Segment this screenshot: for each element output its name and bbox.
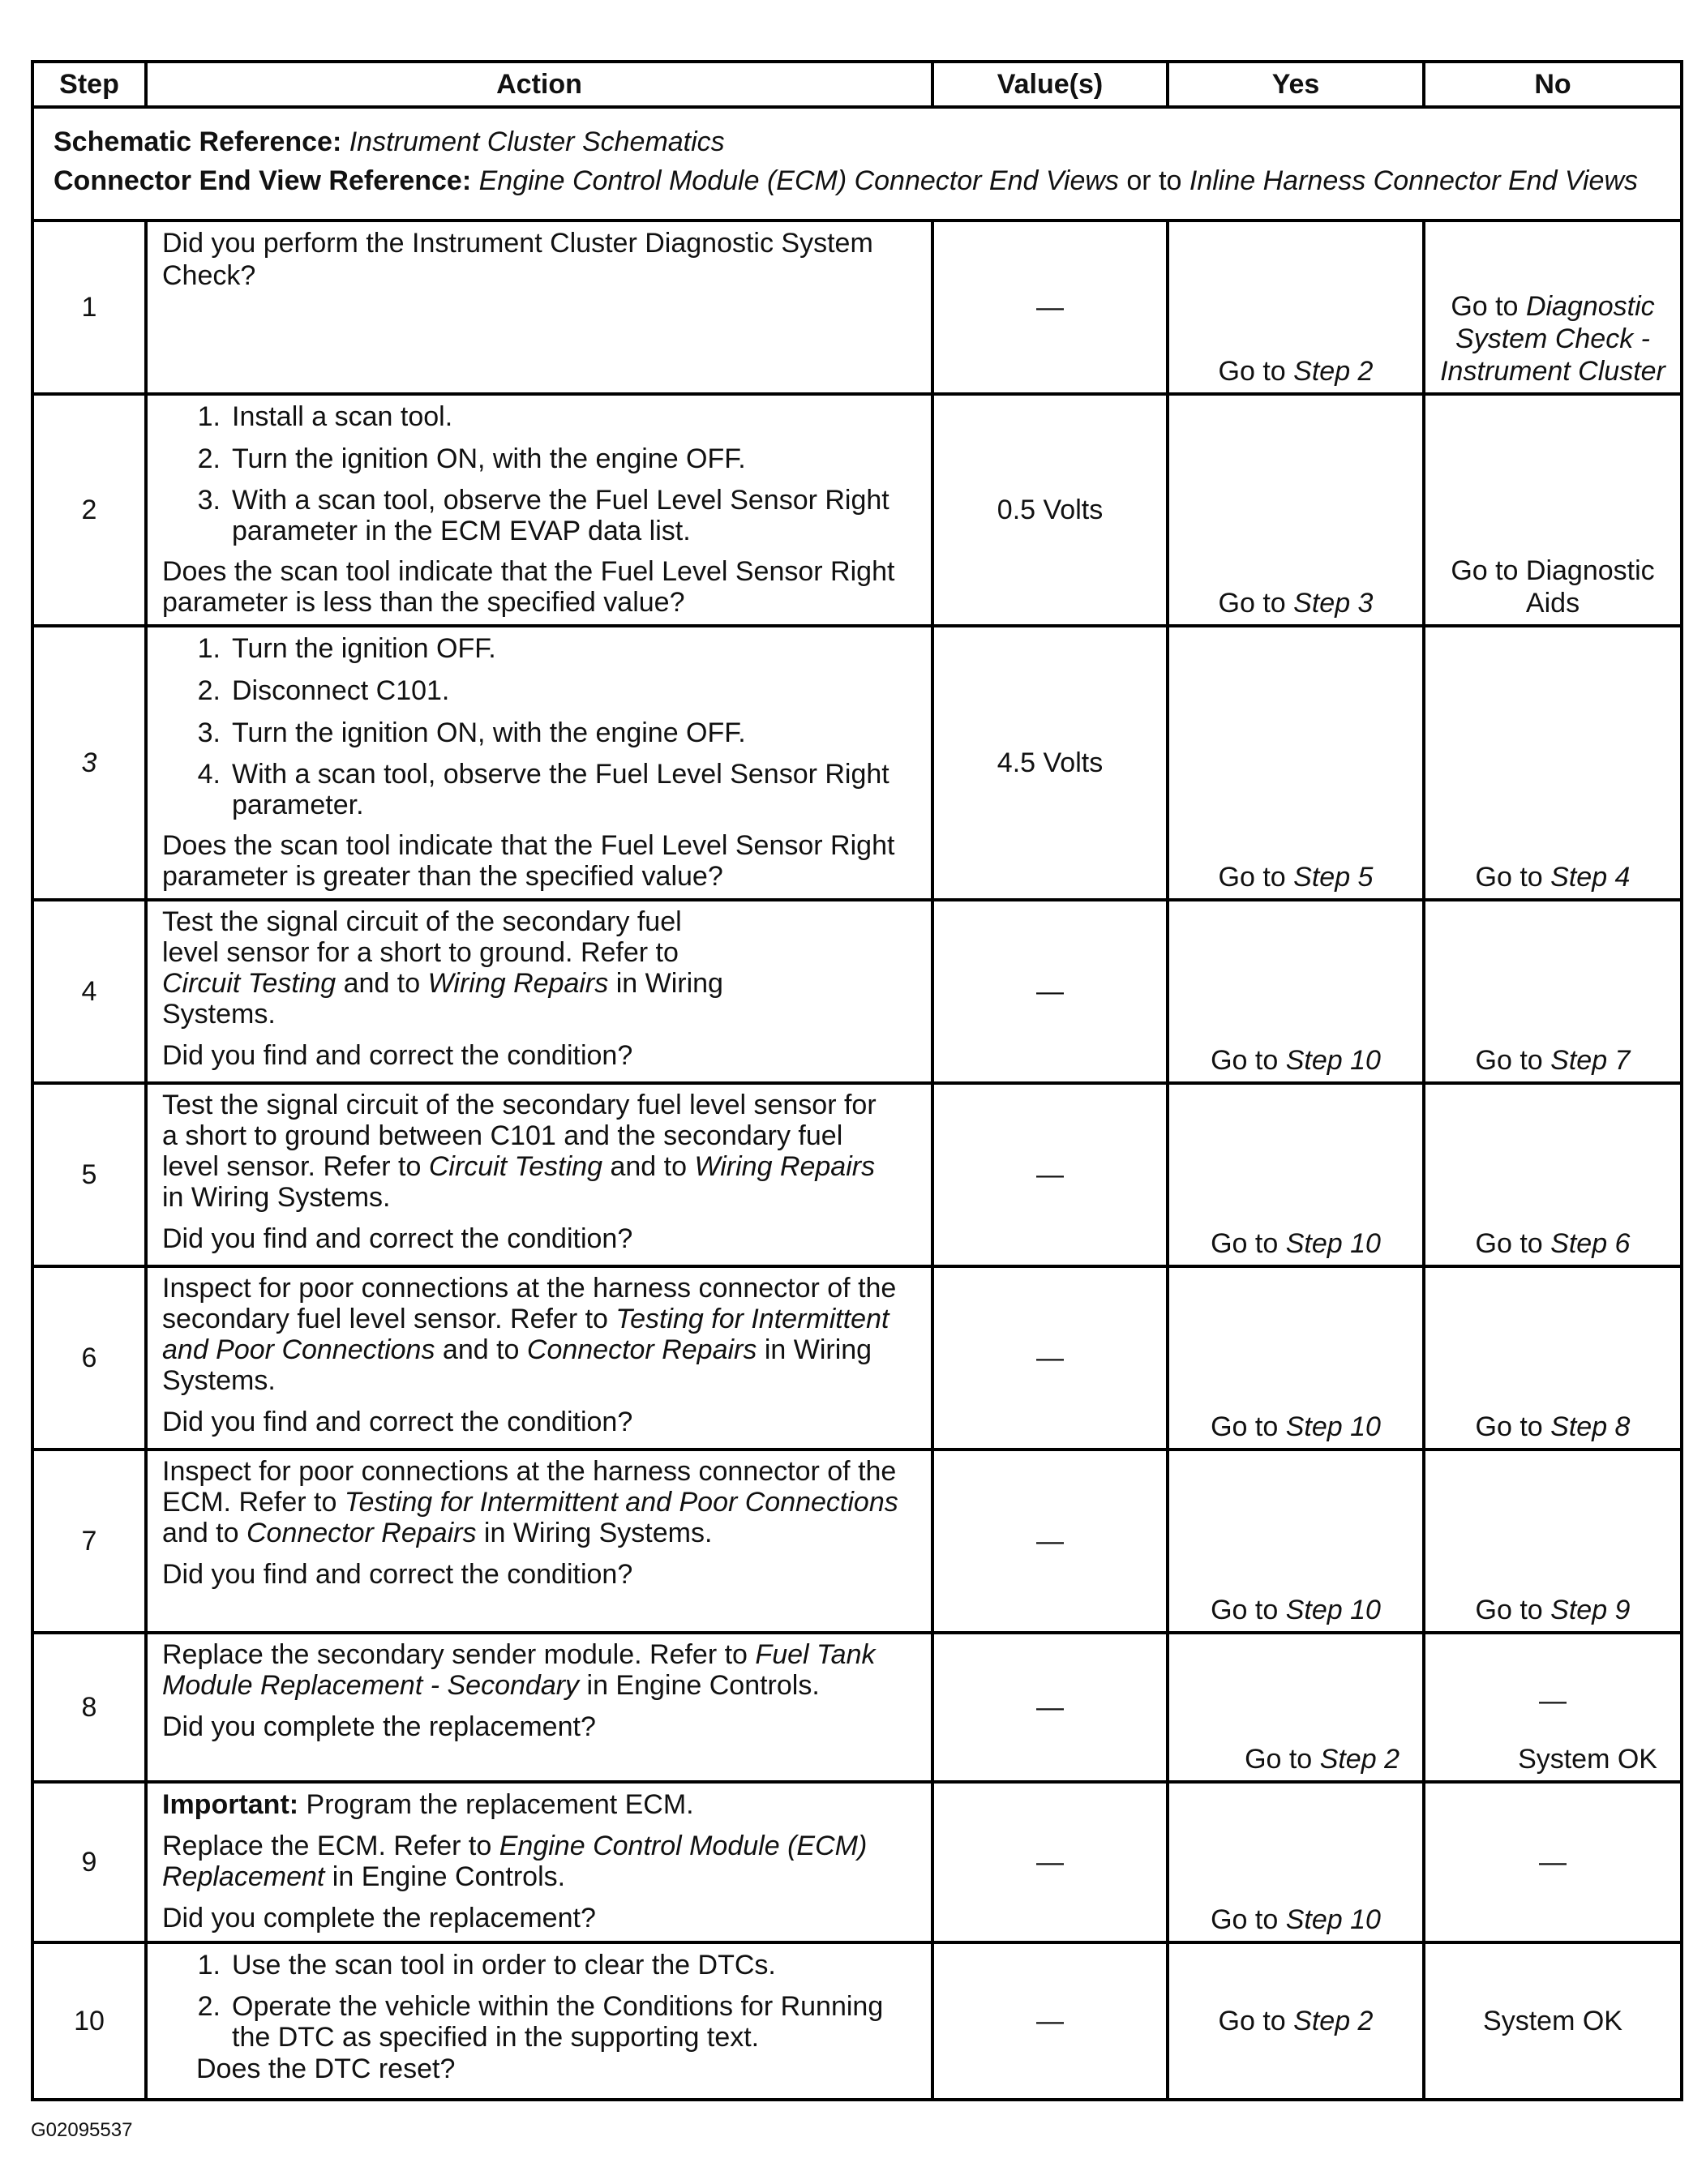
action-question: Did you find and correct the condition? <box>162 1407 633 1437</box>
no-cell[interactable] <box>1424 1633 1682 1782</box>
yes-cell[interactable] <box>1168 394 1424 626</box>
yes-target-link[interactable]: Step 3 <box>1293 588 1374 619</box>
list-item: 1. Use the scan tool in order to clear the DTCs. <box>197 1950 776 1981</box>
yes-cell[interactable] <box>1168 221 1424 394</box>
step-number: 1 <box>32 221 146 394</box>
step-number: 3 <box>32 626 146 900</box>
yes-prefix: Go to <box>1211 1228 1279 1259</box>
reference-cell <box>32 107 1682 221</box>
no-prefix: Go to <box>1475 1228 1543 1259</box>
header-action: Action <box>146 62 932 107</box>
action-cell <box>146 900 932 1083</box>
value-cell: — <box>932 900 1168 1083</box>
action-question: Did you find and correct the condition? <box>162 1040 633 1071</box>
yes-cell[interactable] <box>1168 1782 1424 1942</box>
table-row <box>32 626 1682 900</box>
action-text: Replace the ECM. Refer to Engine Control Module (ECM) Replacement in Engine Controls. <box>162 1831 868 1892</box>
action-question: Did you find and correct the condition? <box>162 1223 633 1254</box>
connector-reference-label: Connector End View Reference: <box>54 165 472 196</box>
schematic-reference <box>54 126 1661 158</box>
action-cell <box>146 1782 932 1942</box>
no-target-link[interactable]: Diagnostic System Check - Instrument Cluster <box>1440 291 1665 387</box>
yes-prefix: Go to <box>1218 588 1286 619</box>
value-cell: 4.5 Volts <box>932 626 1168 900</box>
no-target-link[interactable]: Step 9 <box>1550 1595 1631 1625</box>
action-question: Did you complete the replacement? <box>162 1711 596 1742</box>
table-row <box>32 1782 1682 1942</box>
no-cell[interactable] <box>1424 1266 1682 1450</box>
step-number: 4 <box>32 900 146 1083</box>
fuel-tank-module-link[interactable]: Fuel Tank Module Replacement - Secondary <box>162 1639 876 1701</box>
yes-cell[interactable] <box>1168 1266 1424 1450</box>
header-no: No <box>1424 62 1682 107</box>
yes-cell[interactable] <box>1168 1083 1424 1266</box>
action-question: Does the scan tool indicate that the Fuel Level Sensor Right parameter is greater than the specified value? <box>162 830 895 892</box>
action-cell <box>146 221 932 394</box>
action-cell <box>146 1633 932 1782</box>
header-yes: Yes <box>1168 62 1424 107</box>
list-item: 2. Turn the ignition ON, with the engine OFF. <box>197 443 746 474</box>
step-number: 2 <box>32 394 146 626</box>
yes-prefix: Go to <box>1245 1744 1313 1775</box>
no-target-link[interactable]: Step 7 <box>1550 1045 1631 1076</box>
value-cell: — <box>932 1782 1168 1942</box>
action-question: Does the scan tool indicate that the Fuel Level Sensor Right parameter is less than the specified value? <box>162 556 895 618</box>
connector-reference-link-ecm[interactable]: Engine Control Module (ECM) Connector End Views <box>478 165 1119 196</box>
list-item: 4. With a scan tool, observe the Fuel Level Sensor Right parameter. <box>197 759 889 820</box>
yes-cell[interactable] <box>1168 900 1424 1083</box>
yes-prefix: Go to <box>1218 862 1286 893</box>
value-cell: 0.5 Volts <box>932 394 1168 626</box>
yes-target-link[interactable]: Step 2 <box>1293 356 1374 387</box>
step-number: 9 <box>32 1782 146 1942</box>
action-cell <box>146 1083 932 1266</box>
action-cell <box>146 626 932 900</box>
no-target-link[interactable]: Go to Diagnostic Aids <box>1451 555 1655 619</box>
yes-target-link[interactable]: Step 10 <box>1285 1595 1381 1625</box>
no-prefix: Go to <box>1451 291 1519 322</box>
step-number: 8 <box>32 1633 146 1782</box>
no-cell[interactable] <box>1424 626 1682 900</box>
yes-cell[interactable] <box>1168 1633 1424 1782</box>
testing-intermittent-link[interactable]: Testing for Intermittent and Poor Connections <box>344 1487 898 1518</box>
important-note: Important: Program the replacement ECM. <box>162 1789 694 1820</box>
step-number: 6 <box>32 1266 146 1450</box>
table-row <box>32 394 1682 626</box>
yes-prefix: Go to <box>1211 1045 1279 1076</box>
yes-target-link[interactable]: Step 2 <box>1319 1744 1400 1775</box>
step-number: 7 <box>32 1450 146 1633</box>
no-cell[interactable] <box>1424 900 1682 1083</box>
yes-prefix: Go to <box>1211 1904 1279 1935</box>
yes-cell[interactable] <box>1168 1450 1424 1633</box>
table-row <box>32 1450 1682 1633</box>
important-label: Important: <box>162 1789 299 1820</box>
action-question: Does the DTC reset? <box>196 2053 456 2084</box>
yes-target-link[interactable]: Step 5 <box>1293 862 1374 893</box>
wiring-repairs-link[interactable]: Wiring Repairs <box>694 1151 876 1182</box>
table-row <box>32 1266 1682 1450</box>
list-item: 1. Turn the ignition OFF. <box>197 633 496 664</box>
action-cell <box>146 1266 932 1450</box>
value-cell: — <box>932 1633 1168 1782</box>
no-cell[interactable] <box>1424 394 1682 626</box>
reference-row <box>32 107 1682 221</box>
no-dash: — <box>1539 1685 1567 1716</box>
list-item: 3. With a scan tool, observe the Fuel Level Sensor Right parameter in the ECM EVAP data list. <box>197 485 889 546</box>
action-cell <box>146 1450 932 1633</box>
yes-prefix: Go to <box>1218 2006 1286 2036</box>
no-prefix: Go to <box>1475 1595 1543 1625</box>
step-number: 5 <box>32 1083 146 1266</box>
no-target-link[interactable]: System OK <box>1518 1744 1657 1775</box>
header-values: Value(s) <box>932 62 1168 107</box>
no-prefix: Go to <box>1475 1045 1543 1076</box>
value-cell: — <box>932 1266 1168 1450</box>
action-text: Replace the secondary sender module. Refer to Fuel Tank Module Replacement - Secondary in Engine Controls. <box>162 1639 876 1701</box>
connector-reference-link-inline[interactable]: Inline Harness Connector End Views <box>1189 165 1639 196</box>
action-cell <box>146 394 932 626</box>
action-cell <box>146 1942 932 2100</box>
no-target-link[interactable]: Step 6 <box>1550 1228 1631 1259</box>
yes-prefix: Go to <box>1218 356 1286 387</box>
no-cell[interactable] <box>1424 1450 1682 1633</box>
table-row <box>32 1633 1682 1782</box>
list-item: 2. Disconnect C101. <box>197 675 450 706</box>
no-prefix: Go to <box>1475 862 1543 893</box>
yes-cell[interactable] <box>1168 1942 1424 2100</box>
ecm-replacement-link[interactable]: Engine Control Module (ECM) Replacement <box>162 1831 868 1892</box>
table-row <box>32 221 1682 394</box>
figure-id: G02095537 <box>31 2119 133 2141</box>
connector-reference <box>54 166 1661 195</box>
action-question: Did you perform the Instrument Cluster Diagnostic System Check? <box>162 228 873 291</box>
schematic-reference-link[interactable]: Instrument Cluster Schematics <box>349 126 725 157</box>
table-row <box>32 900 1682 1083</box>
value-cell: — <box>932 1083 1168 1266</box>
action-text: Inspect for poor connections at the harness connector of the secondary fuel level sensor. Refer to Testing for Intermittent and Poor Connections and to Connector Repairs in Wiring Systems. <box>162 1273 897 1396</box>
yes-prefix: Go to <box>1211 1595 1279 1625</box>
value-cell: — <box>932 1450 1168 1633</box>
table-row <box>32 1083 1682 1266</box>
circuit-testing-link[interactable]: Circuit Testing <box>162 968 336 999</box>
yes-target-link[interactable]: Step 10 <box>1285 1228 1381 1259</box>
schematic-reference-label: Schematic Reference: <box>54 126 342 157</box>
action-question: Did you find and correct the condition? <box>162 1559 633 1590</box>
action-question: Did you complete the replacement? <box>162 1903 596 1933</box>
yes-target-link[interactable]: Step 10 <box>1285 1045 1381 1076</box>
action-text: Inspect for poor connections at the harness connector of the ECM. Refer to Testing for Intermittent and Poor Connections and to Connector Repairs in Wiring Systems. <box>162 1456 898 1548</box>
no-prefix: Go to <box>1475 1411 1543 1442</box>
no-cell[interactable] <box>1424 221 1682 394</box>
wiring-repairs-link[interactable]: Wiring Repairs <box>427 968 609 999</box>
step-number: 10 <box>32 1942 146 2100</box>
header-step: Step <box>32 62 146 107</box>
header-row <box>32 62 1682 107</box>
list-item: 2. Operate the vehicle within the Conditions for Running the DTC as specified in the supporting text. <box>197 1991 884 2053</box>
value-cell: — <box>932 221 1168 394</box>
table-row <box>32 1942 1682 2100</box>
no-cell[interactable] <box>1424 1083 1682 1266</box>
connector-repairs-link[interactable]: Connector Repairs <box>246 1518 477 1548</box>
list-item: 1. Install a scan tool. <box>197 401 453 432</box>
testing-intermittent-link[interactable]: Testing for Intermittent and Poor Connections <box>162 1304 889 1365</box>
yes-cell[interactable] <box>1168 626 1424 900</box>
circuit-testing-link[interactable]: Circuit Testing <box>428 1151 603 1182</box>
no-target-link[interactable]: Step 8 <box>1550 1411 1631 1442</box>
yes-target-link[interactable]: Step 10 <box>1285 1411 1381 1442</box>
yes-prefix: Go to <box>1211 1411 1279 1442</box>
yes-target-link[interactable]: Step 10 <box>1285 1904 1381 1935</box>
no-cell[interactable]: System OK <box>1424 1942 1682 2100</box>
action-text: Test the signal circuit of the secondary fuel level sensor for a short to ground between C101 and the secondary fuel level sensor. Refer to Circuit Testing and to Wiring Repairs in Wiring Systems. <box>162 1090 877 1213</box>
no-target-link[interactable]: Step 4 <box>1550 862 1631 893</box>
connector-repairs-link[interactable]: Connector Repairs <box>526 1334 757 1365</box>
value-cell: — <box>932 1942 1168 2100</box>
no-cell: — <box>1424 1782 1682 1942</box>
diagnostic-table <box>31 60 1683 2101</box>
yes-target-link[interactable]: Step 2 <box>1293 2006 1374 2036</box>
list-item: 3. Turn the ignition ON, with the engine OFF. <box>197 717 746 748</box>
action-text: Test the signal circuit of the secondary fuel level sensor for a short to ground. Refer to Circuit Testing and to Wiring Repairs in Wiring Systems. <box>162 906 723 1030</box>
connector-reference-or: or to <box>1126 165 1182 196</box>
